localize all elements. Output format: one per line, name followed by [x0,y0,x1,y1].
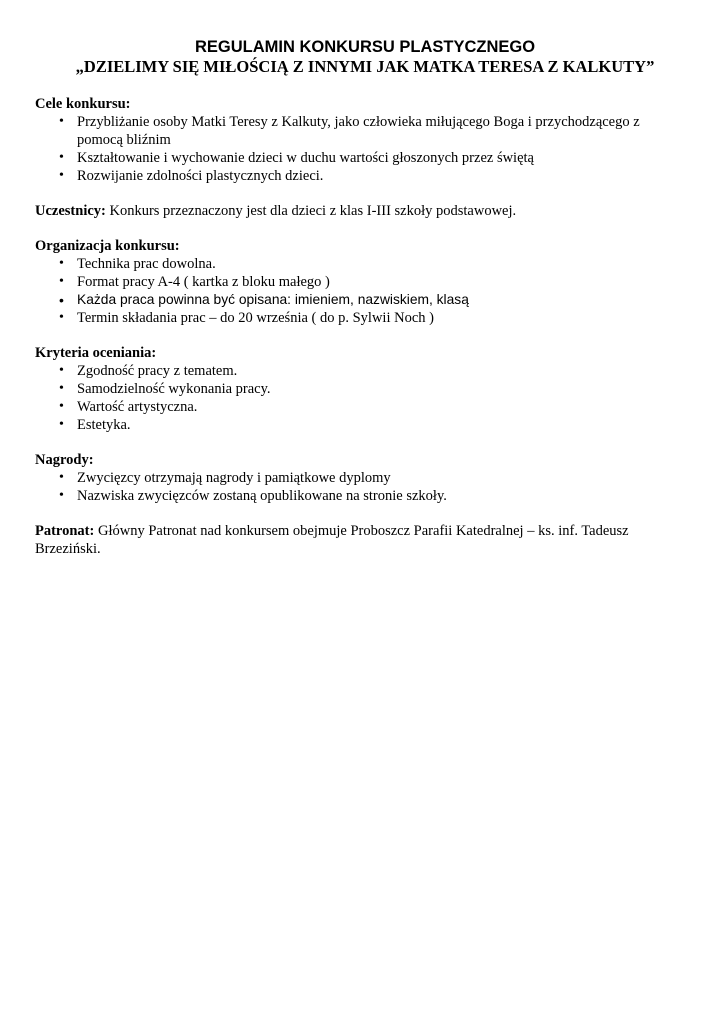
section-heading-participants: Uczestnicy: [35,203,106,219]
list-item: • Estetyka. [77,416,695,434]
list-item: • Wartość artystyczna. [77,398,695,416]
list-item: • Technika prac dowolna. [77,255,695,273]
list-item: • Przybliżanie osoby Matki Teresy z Kalkuty, jako człowieka miłującego Boga i przychodzącego z pomocą bliźnim [77,113,695,149]
list-item: • Nazwiska zwycięzców zostaną opublikowane na stronie szkoły. [77,487,695,505]
section-goals [35,95,695,185]
section-heading-patronage: Patronat: [35,523,95,539]
list-item: • Samodzielność wykonania pracy. [77,380,695,398]
list-item: • Format pracy A-4 ( kartka z bloku małego ) [77,273,695,291]
section-heading-prizes: Nagrody: [35,452,94,468]
section-heading-organization: Organizacja konkursu: [35,238,180,254]
section-heading-goals: Cele konkursu: [35,96,131,112]
list-item: • Zwycięzcy otrzymają nagrody i pamiątkowe dyplomy [77,469,695,487]
document-title: REGULAMIN KONKURSU PLASTYCZNEGO [194,38,536,56]
list-item: • Termin składania prac – do 20 września ( do p. Sylwii Noch ) [77,309,695,327]
list-item: • Rozwijanie zdolności plastycznych dzieci. [77,167,695,185]
section-criteria [35,344,695,434]
section-prizes [35,451,695,505]
section-heading-criteria: Kryteria oceniania: [35,345,157,361]
list-item: • Zgodność pracy z tematem. [77,362,695,380]
patronage-text: Główny Patronat nad konkursem obejmuje Proboszcz Parafii Katedralnej – ks. inf. Tadeusz Brzeziński. [35,523,629,557]
list-item: • Kształtowanie i wychowanie dzieci w duchu wartości głoszonych przez świętą [77,149,695,167]
section-patronage [35,522,695,558]
goals-list [35,113,695,185]
section-participants [35,202,695,220]
list-item: • Każda praca powinna być opisana: imieniem, nazwiskiem, klasą [77,291,695,309]
criteria-list [35,362,695,434]
section-organization [35,237,695,327]
organization-list [35,255,695,327]
document-page [35,37,695,575]
document-subtitle: „DZIELIMY SIĘ MIŁOŚCIĄ Z INNYMI JAK MATKA TERESA Z KALKUTY” [75,57,655,76]
participants-text: Konkurs przeznaczony jest dla dzieci z klas I-III szkoły podstawowej. [105,203,517,219]
prizes-list [35,469,695,505]
